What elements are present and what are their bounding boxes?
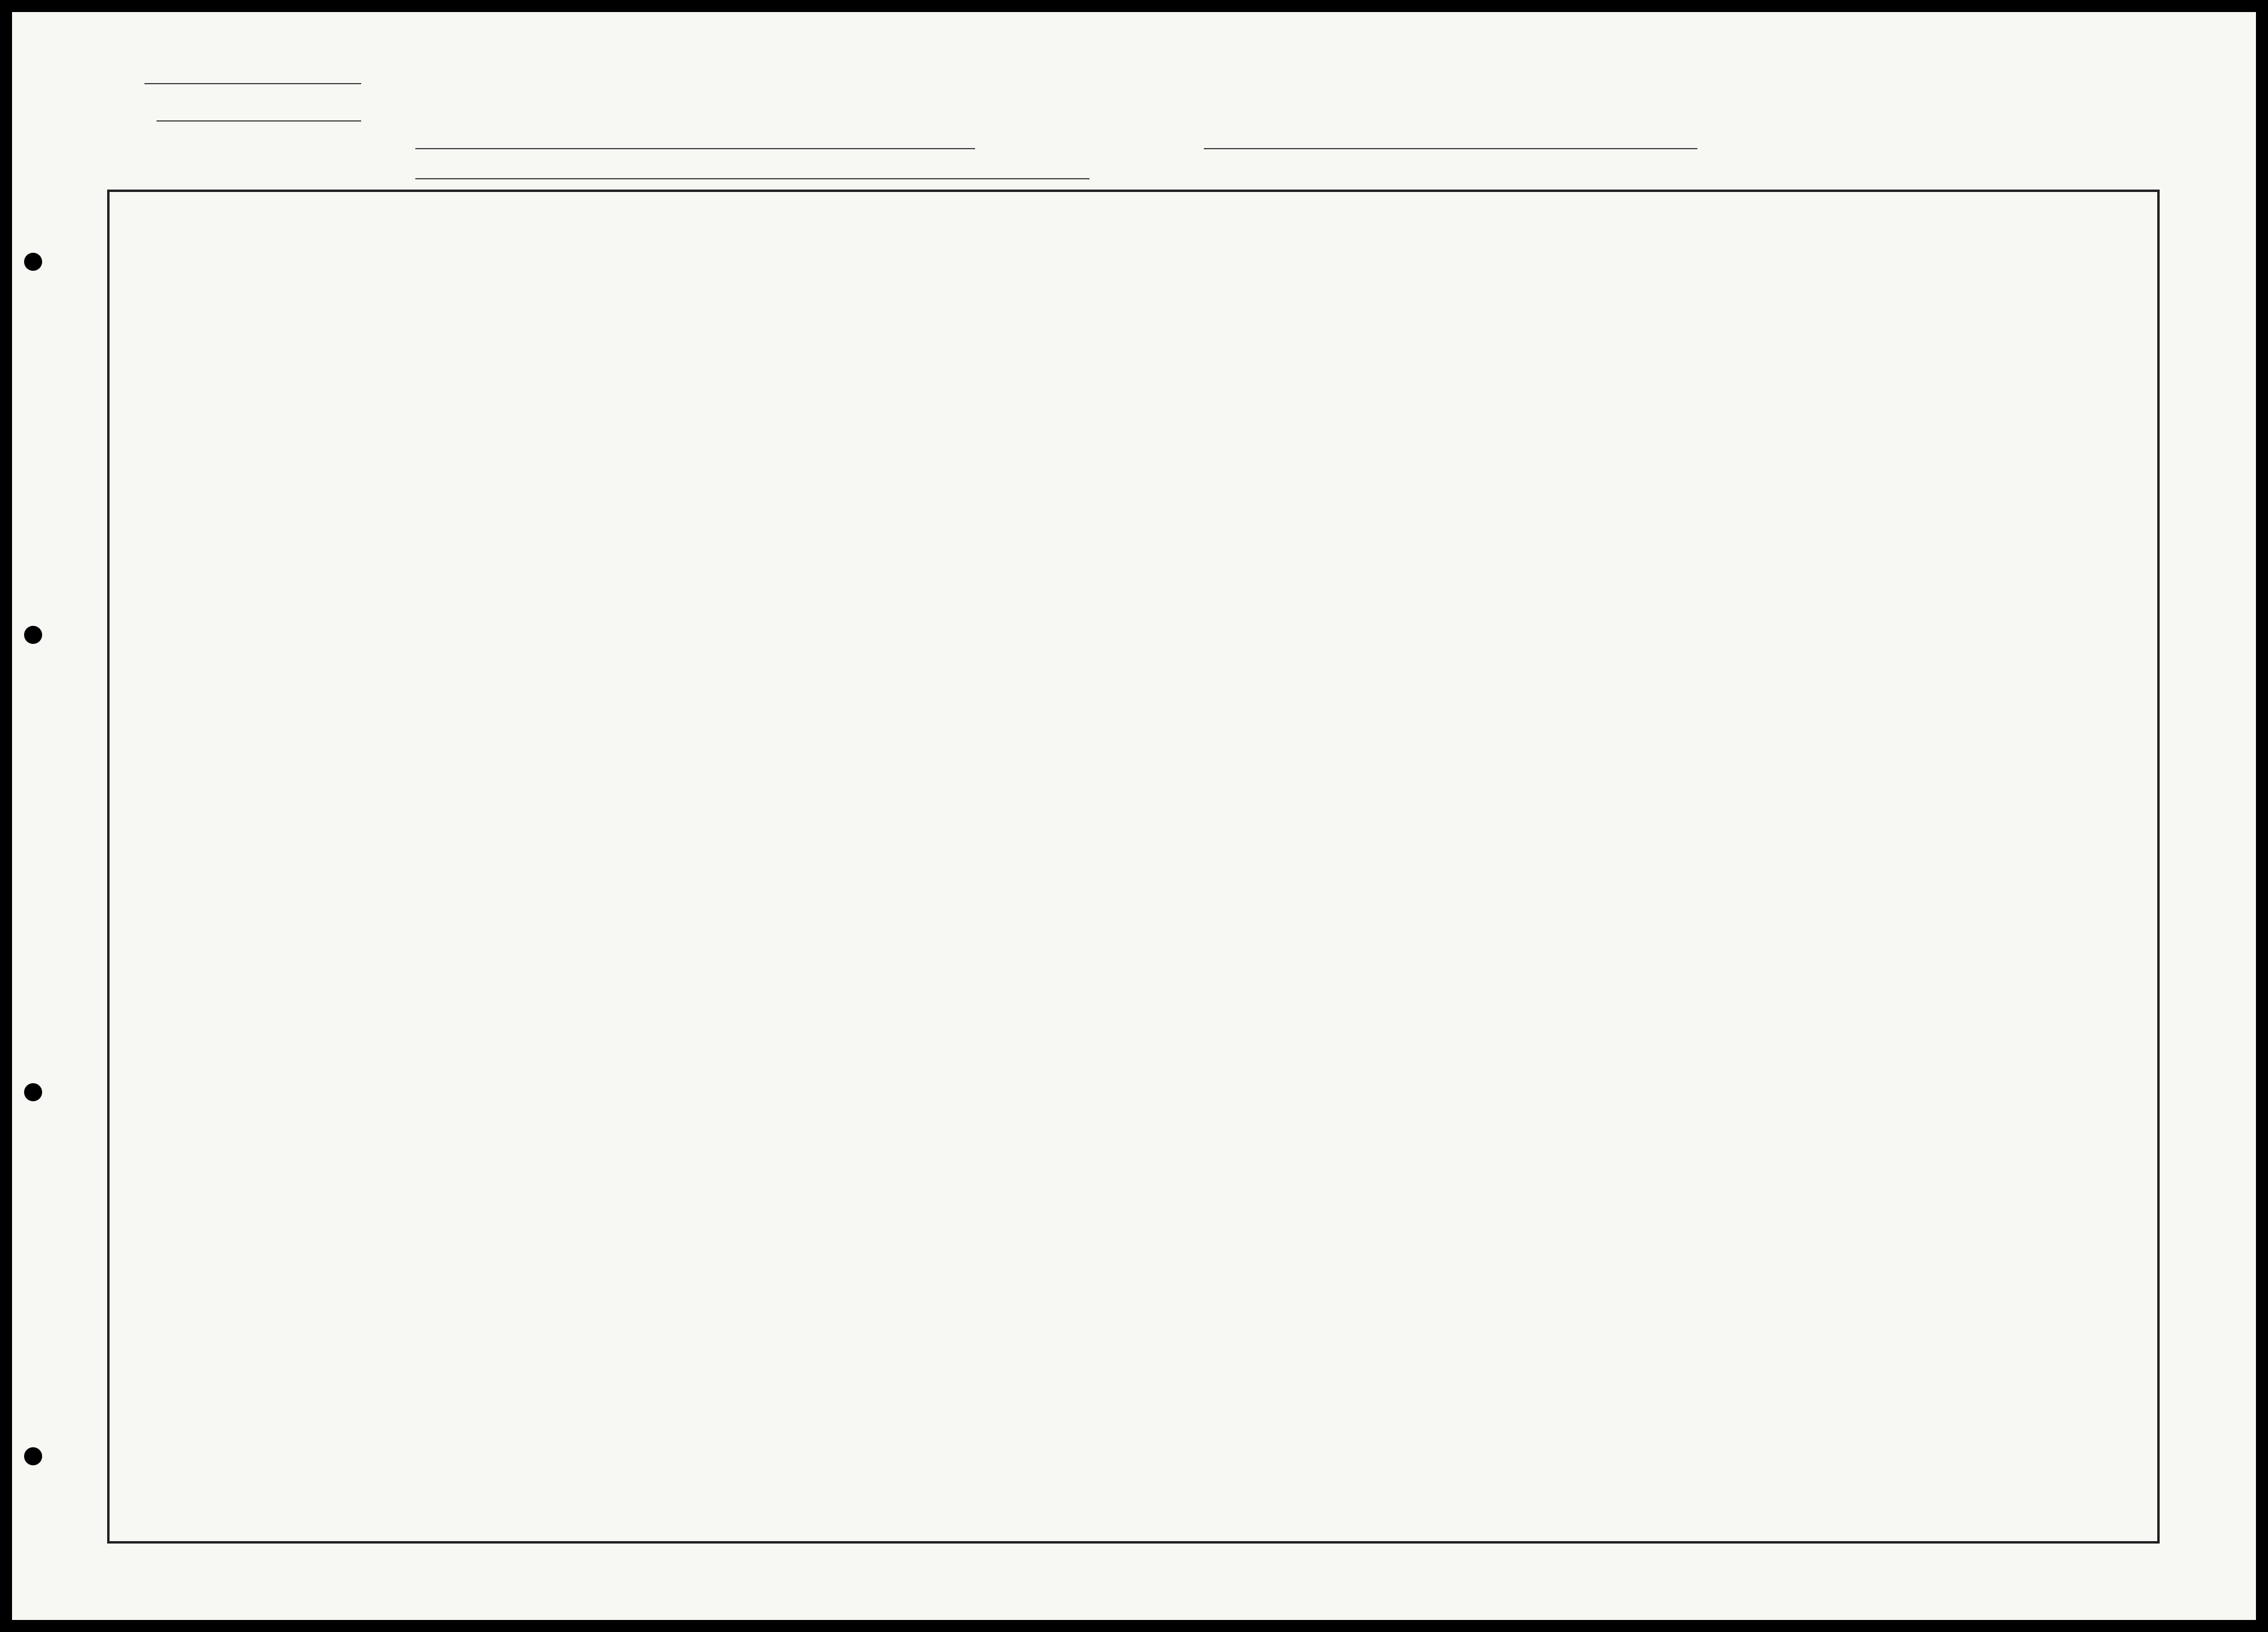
binder-hole — [24, 253, 42, 271]
township-underline — [415, 148, 975, 149]
census-table — [107, 190, 2160, 1544]
place-underline — [1204, 148, 1697, 149]
institution-underline — [415, 178, 1089, 179]
binder-hole — [24, 1447, 42, 1465]
binder-hole — [24, 1083, 42, 1101]
county-underline — [156, 120, 361, 122]
binder-hole — [24, 626, 42, 644]
state-underline — [144, 83, 361, 84]
